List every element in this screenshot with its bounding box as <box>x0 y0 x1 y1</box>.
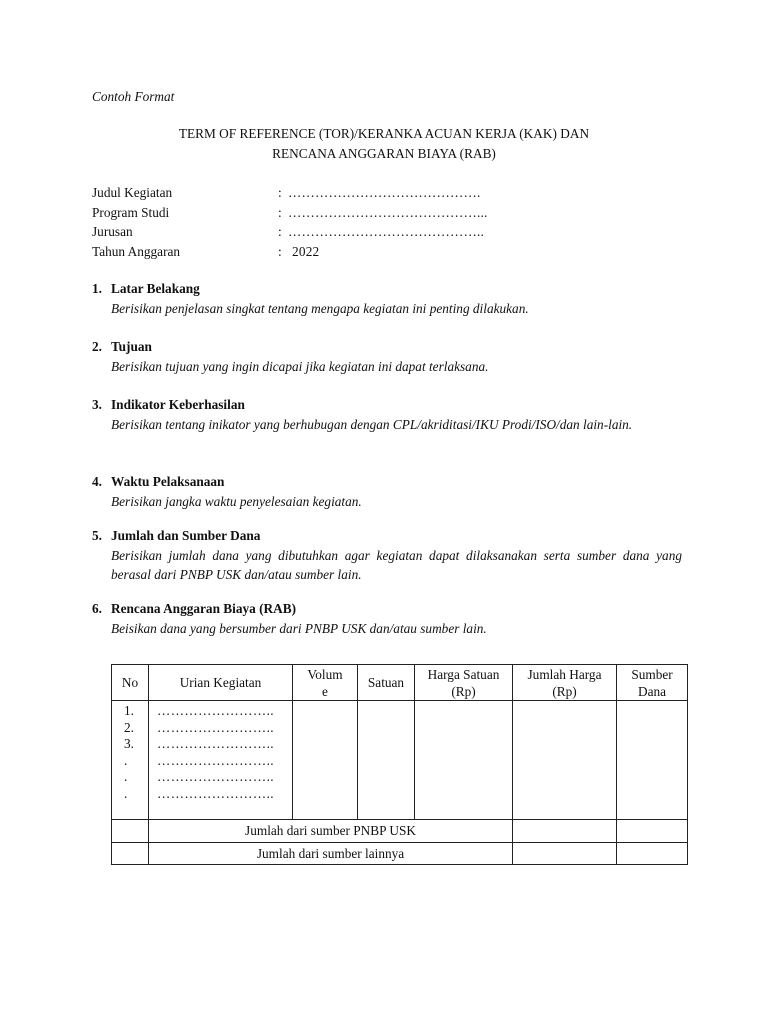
section-number: 4. <box>92 474 102 489</box>
meta-colon: : <box>278 224 282 239</box>
meta-row-prodi <box>92 203 692 223</box>
title-line-2: RENCANA ANGGARAN BIAYA (RAB) <box>272 146 496 161</box>
section-body: Berisikan tujuan yang ingin dicapai jika kegiatan ini dapat terlaksana. <box>111 358 489 374</box>
header-satuan: Satuan <box>358 665 415 701</box>
section-heading: Indikator Keberhasilan <box>111 397 245 412</box>
table-row-sum-lain <box>112 843 688 865</box>
document-title <box>0 124 768 164</box>
title-line-1: TERM OF REFERENCE (TOR)/KERANKA ACUAN KERJA (KAK) DAN <box>178 126 590 141</box>
item-jumlah-cell <box>513 701 617 820</box>
header-volume: Volum e <box>293 665 358 701</box>
meta-key: Tahun Anggaran <box>92 243 181 259</box>
meta-block <box>92 183 692 261</box>
section-tujuan <box>92 337 682 376</box>
section-body: Berisikan jumlah dana yang dibutuhkan agar kegiatan dapat dilaksanakan serta sumber dana yang berasal dari PNBP USK dan/atau sumber lain. <box>111 547 682 582</box>
section-rab <box>92 599 682 638</box>
header-jumlah-harga: Jumlah Harga (Rp) <box>513 665 617 701</box>
rab-table <box>111 664 688 865</box>
section-number: 6. <box>92 601 102 616</box>
section-latar-belakang <box>92 279 682 318</box>
table-row-sum-pnbp <box>112 820 688 843</box>
meta-value: …………………………………….. <box>288 224 485 239</box>
meta-colon: : <box>278 204 282 220</box>
meta-row-judul <box>92 183 692 203</box>
meta-value: ……………………………………... <box>288 204 488 220</box>
format-label: Contoh Format <box>92 89 175 104</box>
item-volume-cell <box>293 701 358 820</box>
meta-colon: : <box>278 243 282 259</box>
section-number: 1. <box>92 281 102 296</box>
header-harga-satuan: Harga Satuan (Rp) <box>415 665 513 701</box>
section-heading: Latar Belakang <box>111 281 200 296</box>
section-body: Berisikan jangka waktu penyelesaian kegiatan. <box>111 493 362 509</box>
item-numbers-cell: 1. 2. 3. . . . <box>112 701 149 820</box>
meta-key: Program Studi <box>92 204 170 220</box>
meta-colon: : <box>278 185 282 200</box>
item-satuan-cell <box>358 701 415 820</box>
section-waktu <box>92 472 682 511</box>
table-row-items <box>112 701 688 820</box>
section-number: 5. <box>92 528 102 543</box>
meta-value: ……………………………………. <box>288 185 481 200</box>
meta-key: Judul Kegiatan <box>92 185 173 200</box>
item-sumber-cell <box>617 701 688 820</box>
header-sumber-dana: Sumber Dana <box>617 665 688 701</box>
section-indikator <box>92 395 682 434</box>
section-jumlah-dana <box>92 526 682 585</box>
meta-key: Jurusan <box>92 224 133 239</box>
section-number: 3. <box>92 397 102 412</box>
header-uraian: Urian Kegiatan <box>149 665 293 701</box>
item-uraian-cell: …………………….. …………………….. …………………….. …………………….. …………………….. …………………….. <box>149 701 293 820</box>
header-no: No <box>112 665 149 701</box>
item-harga-cell <box>415 701 513 820</box>
section-heading: Rencana Anggaran Biaya (RAB) <box>111 601 297 616</box>
table-header-row <box>112 665 688 701</box>
sum-pnbp-label: Jumlah dari sumber PNBP USK <box>149 820 513 843</box>
meta-row-jurusan <box>92 222 692 242</box>
meta-value: 2022 <box>292 243 320 259</box>
sum-lain-label: Jumlah dari sumber lainnya <box>149 843 513 865</box>
section-number: 2. <box>92 339 102 354</box>
section-body: Berisikan penjelasan singkat tentang mengapa kegiatan ini penting dilakukan. <box>111 300 529 316</box>
meta-row-tahun <box>92 242 692 262</box>
section-heading: Jumlah dan Sumber Dana <box>111 528 261 543</box>
section-heading: Waktu Pelaksanaan <box>111 474 225 489</box>
section-heading: Tujuan <box>111 339 152 354</box>
section-body: Berisikan tentang inikator yang berhubugan dengan CPL/akriditasi/IKU Prodi/ISO/dan lain-lain. <box>111 416 633 432</box>
section-body: Beisikan dana yang bersumber dari PNBP USK dan/atau sumber lain. <box>111 620 487 636</box>
